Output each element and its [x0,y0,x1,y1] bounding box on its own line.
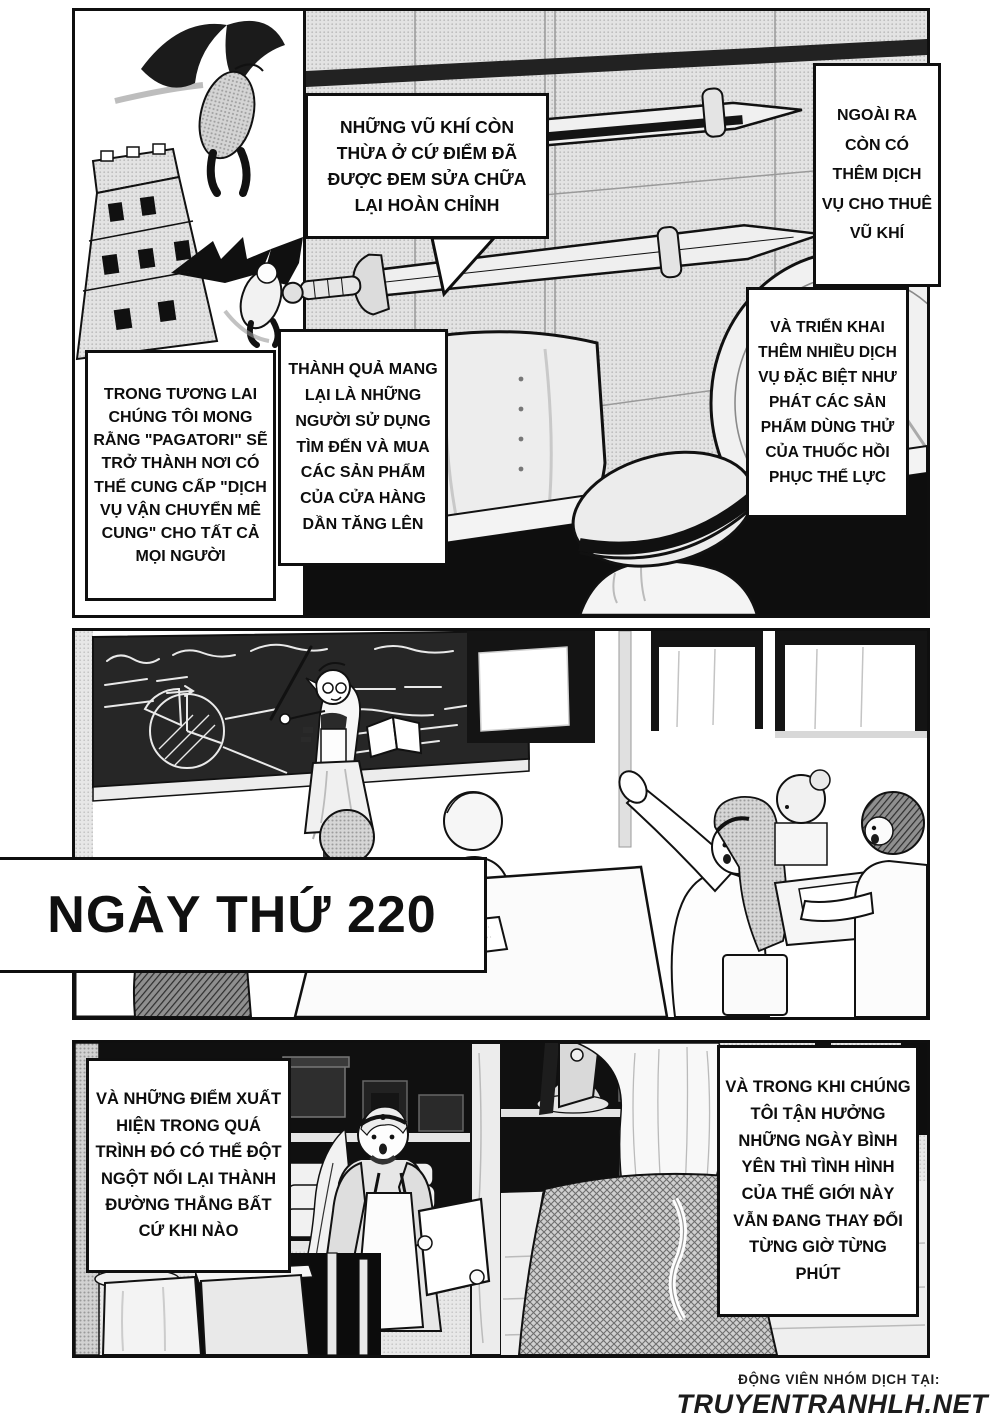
student-bun-hair [775,770,830,865]
narration-box-world-change: VÀ TRONG KHI CHÚNG TÔI TẬN HƯỞNG NHỮNG NGÀY BÌNH YÊN THÌ TÌNH HÌNH CỦA THẾ GIỚI NÀY VẪN ĐANG THAY ĐỔI TỪNG GIỜ TỪNG PHÚT [717,1045,919,1317]
classroom-windows [467,631,927,847]
translator-credit [677,1372,989,1420]
chair-leg [327,1253,337,1355]
narration-box-services: VÀ TRIỂN KHAI THÊM NHIỀU DỊCH VỤ ĐẶC BIỆT NHƯ PHÁT CÁC SẢN PHẨM DÙNG THỬ CỦA THUỐC HỒI PHỤC THỂ LỰC [746,287,909,518]
narration-box-rental: NGOÀI RA CÒN CÓ THÊM DỊCH VỤ CHO THUÊ VŨ KHÍ [813,63,941,287]
credit-label: ĐỘNG VIÊN NHÓM DỊCH TẠI: [738,1372,940,1387]
site-name: TRUYENTRANHLH.NET [676,1389,988,1419]
narration-box-results: THÀNH QUẢ MANG LẠI LÀ NHỮNG NGƯỜI SỬ DỤNG TÌM ĐẾN VÀ MUA CÁC SẢN PHẨM CỦA CỬA HÀNG DẦN TĂNG LÊN [278,329,448,566]
chair-leg [359,1259,368,1355]
narration-box-future: TRONG TƯƠNG LAI CHÚNG TÔI MONG RẰNG "PAGATORI" SẼ TRỞ THÀNH NƠI CÓ THỂ CUNG CẤP "DỊCH VỤ VẬN CHUYỂN MÊ CUNG" CHO TẤT CẢ MỌI NGƯỜI [85,350,276,601]
day-banner: NGÀY THỨ 220 [0,857,487,973]
speech-bubble-tail [420,236,500,298]
narration-box-dungeon-points: VÀ NHỮNG ĐIỂM XUẤT HIỆN TRONG QUÁ TRÌNH ĐÓ CÓ THỂ ĐỘT NGỘT NỐI LẠI THÀNH ĐƯỜNG THẲNG BẤT CỨ KHI NÀO [86,1058,291,1273]
speech-box-weapons: NHỮNG VŨ KHÍ CÒN THỪA Ở CỨ ĐIỂM ĐÃ ĐƯỢC ĐEM SỬA CHỮA LẠI HOÀN CHỈNH [305,93,549,239]
